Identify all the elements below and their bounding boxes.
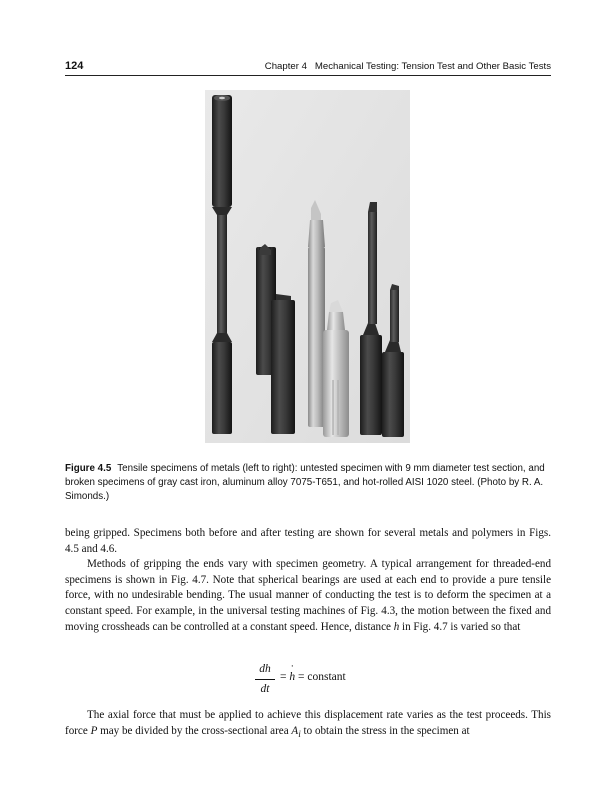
figure-caption [65,462,551,504]
equation-rhs [280,671,346,683]
figure-caption-text: Tensile specimens of metals (left to right): untested specimen with 9 mm diameter test section, and broken specimens of gray cast iron, aluminum alloy 7075-T651, and hot-rolled AISI 1020 steel. (Photo by R. A. Simonds.) [65,463,545,502]
equation-constant: constant [307,671,346,683]
subscript-i: i [298,729,301,740]
equation-fraction [255,662,275,697]
body-text [65,526,551,635]
paragraph-3-text-c: to obtain the stress in the specimen at [300,724,470,737]
equation-denominator: dt [260,683,270,695]
equals-sign-2: = [298,671,305,683]
fraction-bar [255,679,275,680]
paragraph-3-text-a: The axial force that must be applied to achieve this displacement rate varies as the test proceeds. This force [65,709,551,737]
running-header [65,60,551,74]
tensile-specimens-photo [205,90,410,443]
equals-sign: = [280,671,287,683]
paragraph-3-text-b: may be divided by the cross-sectional area [97,724,292,737]
variable-p: P [90,724,98,737]
paragraph-1: being gripped. Specimens both before and after testing are shown for several metals and polymers in Figs. 4.5 and 4.6. [65,527,551,555]
header-rule [65,75,551,76]
paragraph-3 [65,708,551,743]
figure-label: Figure 4.5 [65,463,112,474]
page-number: 124 [65,60,84,72]
paragraph-2-text-a: Methods of gripping the ends vary with specimen geometry. A typical arrangement for threaded-end specimens is shown in Fig. 4.7. Note that spherical bearings are used at each end to provide a pure tensile force, with no undesirable bending. The usual manner of conducting the test is to deform the specimen at a constant speed. For example, in the universal testing machines of Fig. 4.3, the motion between the fixed and moving crossheads can be controlled at a constant speed. Hence, distance [65,558,551,633]
running-head-title: Chapter 4 Mechanical Testing: Tension Test and Other Basic Tests [264,61,551,72]
variable-a: A [291,724,299,737]
h-dot: h ˙ [289,671,295,683]
body-text-continued [65,708,551,743]
equation-numerator: dh [259,663,271,675]
paragraph-2-text-b: in Fig. 4.7 is varied so that [399,620,521,633]
paragraph-2 [65,557,551,635]
variable-h: h [393,620,400,633]
